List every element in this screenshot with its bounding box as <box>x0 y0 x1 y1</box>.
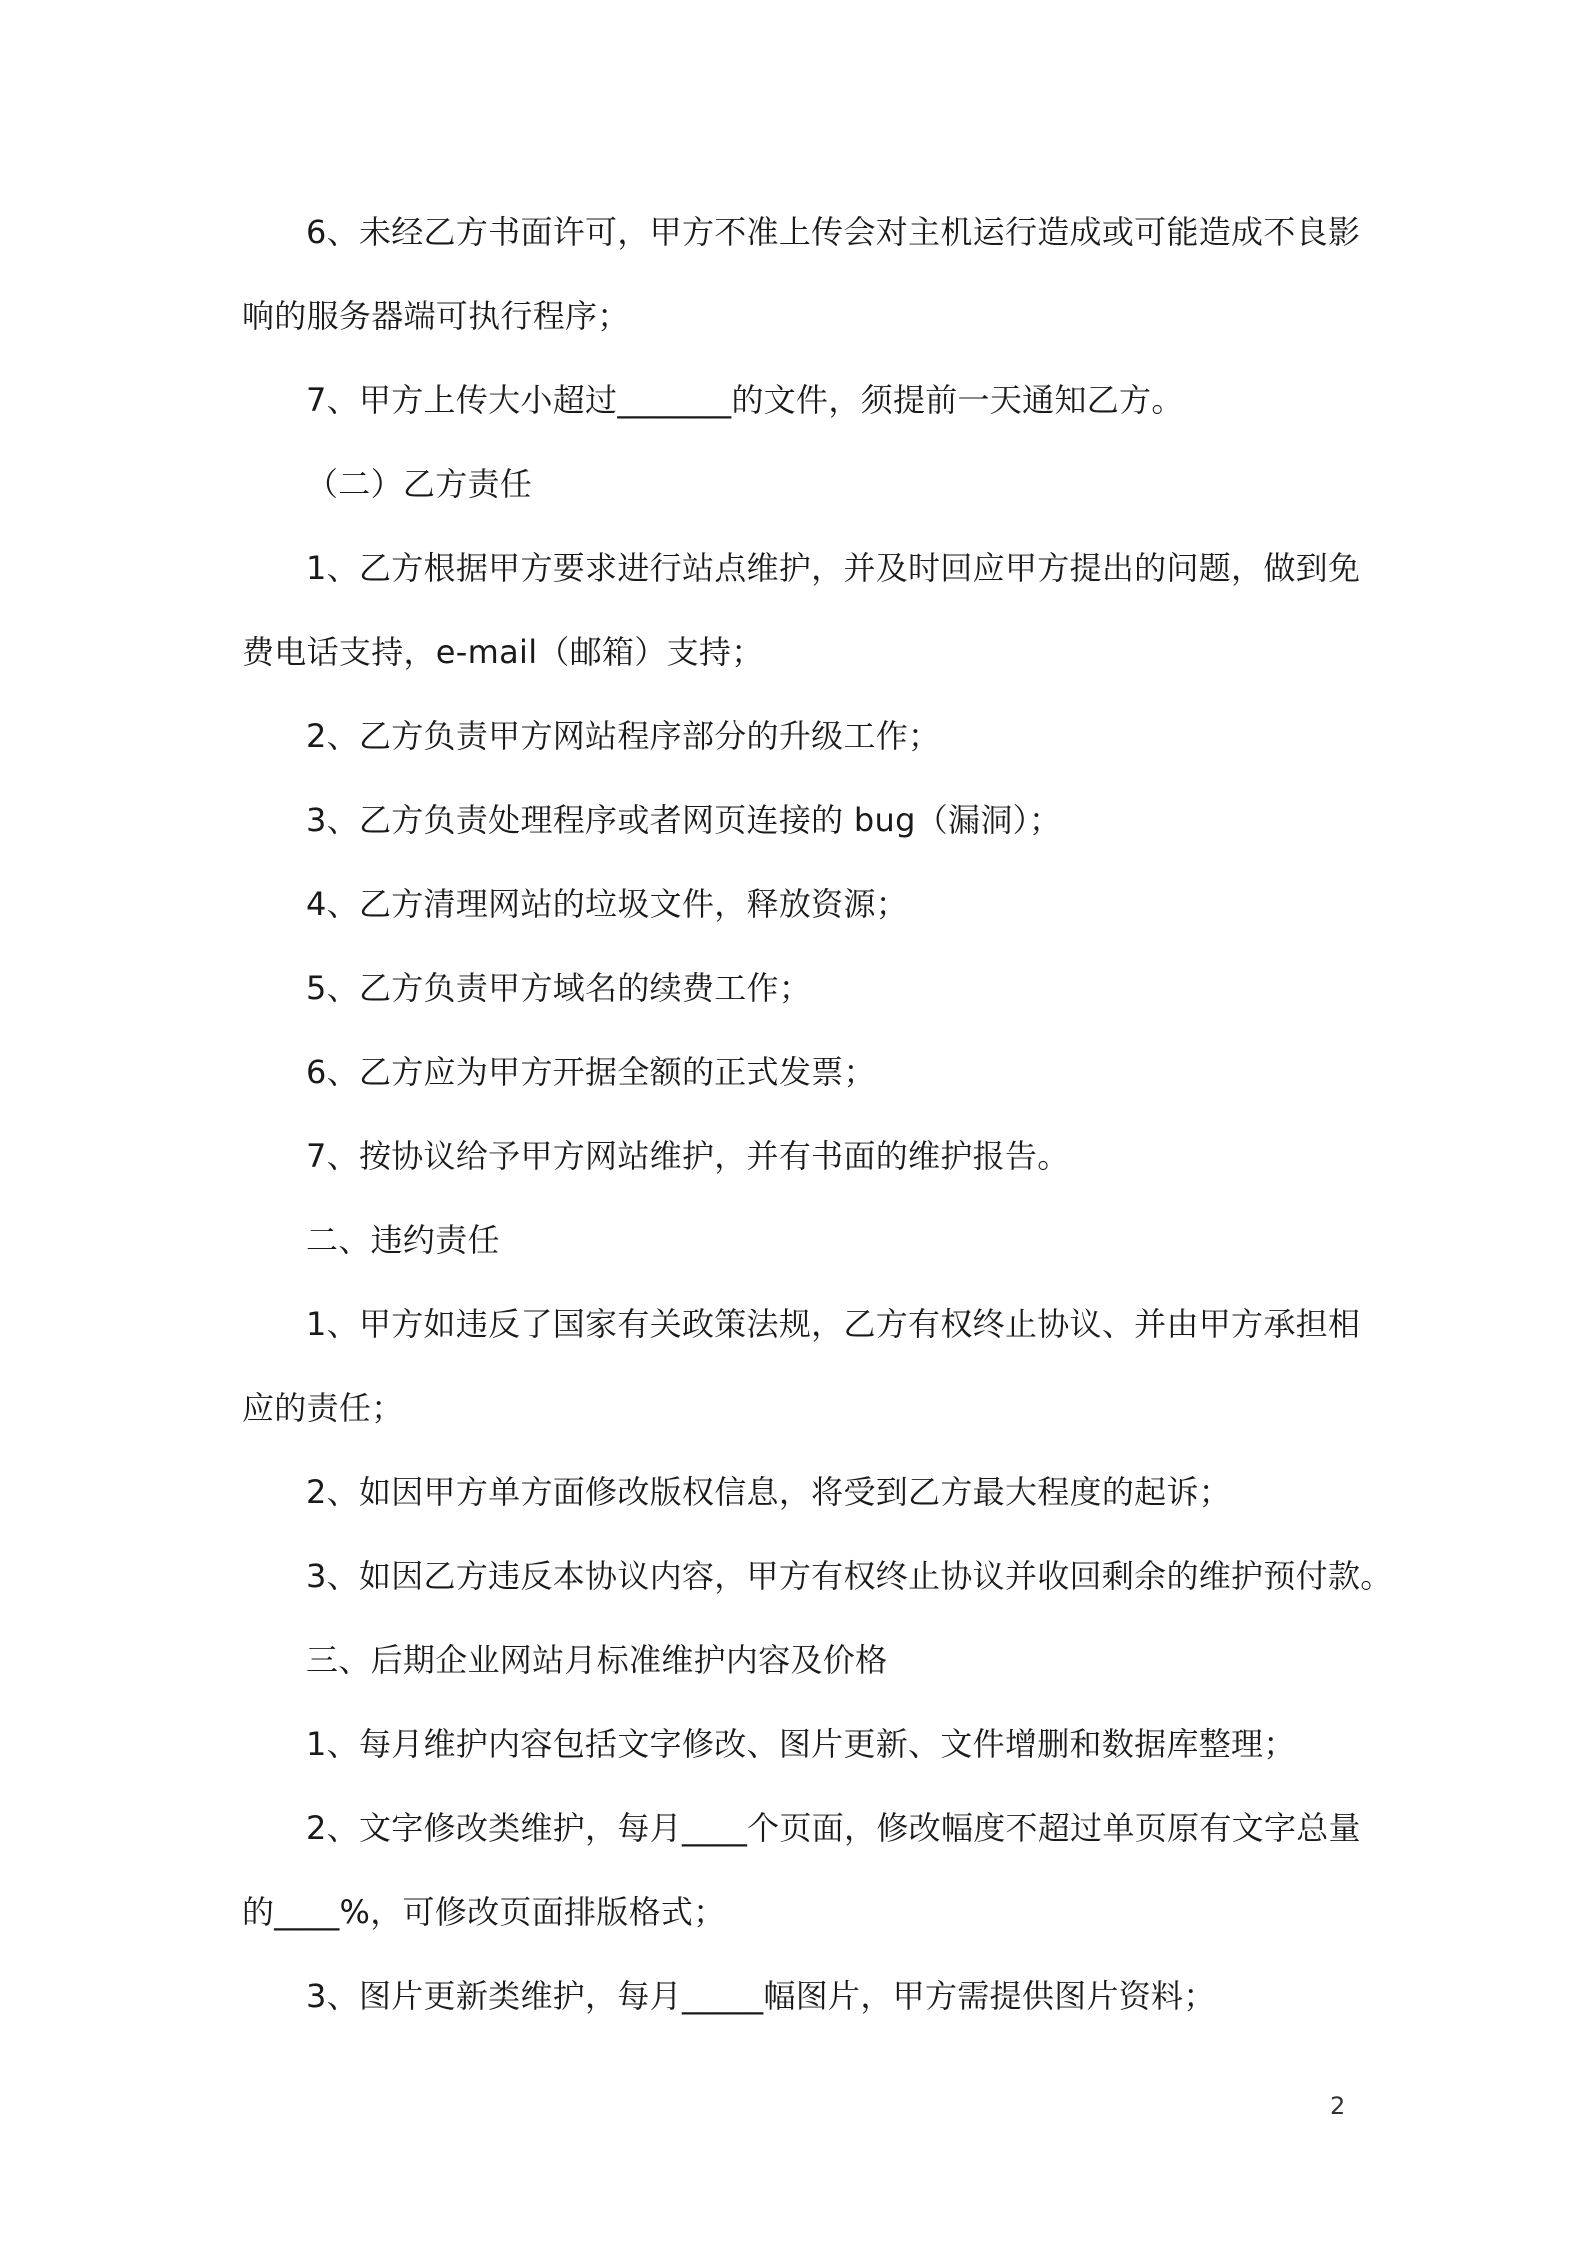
paragraph-line: 6、乙方应为甲方开据全额的正式发票； <box>306 1053 876 1091</box>
section-heading: 二、违约责任 <box>306 1221 500 1259</box>
paragraph-line: 1、乙方根据甲方要求进行站点维护，并及时回应甲方提出的问题，做到免 <box>306 549 1361 587</box>
section-heading: （二）乙方责任 <box>306 465 533 503</box>
paragraph-line: 4、乙方清理网站的垃圾文件，释放资源； <box>306 885 909 923</box>
paragraph-line: 费电话支持，e-mail（邮箱）支持； <box>242 633 764 671</box>
section-heading: 三、后期企业网站月标准维护内容及价格 <box>306 1641 888 1679</box>
paragraph-line: 响的服务器端可执行程序； <box>242 297 630 335</box>
paragraph-line: 7、按协议给予甲方网站维护，并有书面的维护报告。 <box>306 1137 1070 1175</box>
page-number: 2 <box>1330 2092 1346 2120</box>
paragraph-line: 5、乙方负责甲方域名的续费工作； <box>306 969 812 1007</box>
paragraph-line: 7、甲方上传大小超过_______的文件，须提前一天通知乙方。 <box>306 381 1184 419</box>
paragraph-line: 2、乙方负责甲方网站程序部分的升级工作； <box>306 717 941 755</box>
paragraph-line: 3、乙方负责处理程序或者网页连接的 bug（漏洞）； <box>306 801 1062 839</box>
paragraph-line: 1、甲方如违反了国家有关政策法规，乙方有权终止协议、并由甲方承担相 <box>306 1305 1361 1343</box>
paragraph-line: 1、每月维护内容包括文字修改、图片更新、文件增删和数据库整理； <box>306 1725 1296 1763</box>
paragraph-line: 3、图片更新类维护，每月_____幅图片，甲方需提供图片资料； <box>306 1977 1216 2015</box>
paragraph-line: 3、如因乙方违反本协议内容，甲方有权终止协议并收回剩余的维护预付款。 <box>306 1557 1393 1595</box>
paragraph-line: 的____%，可修改页面排版格式； <box>242 1893 726 1931</box>
paragraph-line: 6、未经乙方书面许可，甲方不准上传会对主机运行造成或可能造成不良影 <box>306 213 1361 251</box>
paragraph-line: 2、文字修改类维护，每月____个页面，修改幅度不超过单页原有文字总量 <box>306 1809 1361 1847</box>
document-body <box>242 200 1393 2048</box>
paragraph-line: 应的责任； <box>242 1389 404 1427</box>
paragraph-line: 2、如因甲方单方面修改版权信息，将受到乙方最大程度的起诉； <box>306 1473 1232 1511</box>
